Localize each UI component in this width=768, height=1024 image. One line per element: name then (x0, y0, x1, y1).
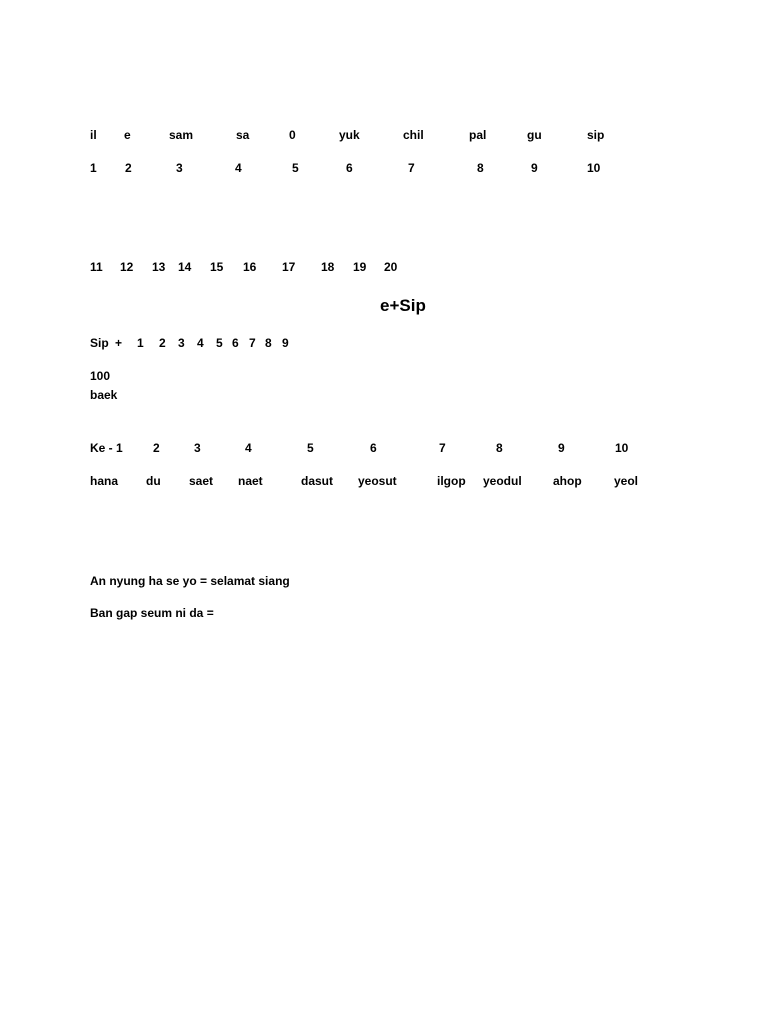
section-heading: e+Sip (380, 296, 426, 315)
native-word-5: dasut (301, 474, 334, 488)
native-word-8: yeodul (483, 474, 522, 488)
native-number-6: 6 (370, 441, 377, 455)
teen-number-15: 15 (210, 260, 224, 274)
teen-number-20: 20 (384, 260, 398, 274)
sino-word-2: e (124, 128, 131, 142)
sino-word-10: sip (587, 128, 605, 142)
teen-number-16: 16 (243, 260, 257, 274)
sino-number-5: 5 (292, 161, 299, 175)
sip-digit-8: 8 (265, 336, 272, 350)
teen-number-11: 11 (90, 260, 103, 274)
native-number-2: 2 (153, 441, 160, 455)
sip-digit-9: 9 (282, 336, 289, 350)
native-number-5: 5 (307, 441, 314, 455)
phrase-greeting: An nyung ha se yo = selamat siang (90, 574, 290, 588)
sip-label: Sip (90, 336, 109, 350)
sino-number-7: 7 (408, 161, 415, 175)
sip-digit-2: 2 (159, 336, 166, 350)
native-number-10: 10 (615, 441, 629, 455)
sino-word-1: il (90, 128, 97, 142)
sip-digit-7: 7 (249, 336, 256, 350)
sip-digit-6: 6 (232, 336, 239, 350)
native-word-2: du (146, 474, 161, 488)
sino-word-7: chil (403, 128, 424, 142)
hundred-word: baek (90, 388, 118, 402)
sip-digit-3: 3 (178, 336, 185, 350)
sino-word-4: sa (236, 128, 250, 142)
sino-number-3: 3 (176, 161, 183, 175)
native-number-3: 3 (194, 441, 201, 455)
hundred-number: 100 (90, 369, 111, 383)
native-word-10: yeol (614, 474, 639, 488)
sip-digit-1: 1 (137, 336, 144, 350)
sip-plus: + (115, 336, 123, 350)
sip-digit-4: 4 (197, 336, 204, 350)
phrase-thanks: Ban gap seum ni da = (90, 606, 214, 620)
teen-number-14: 14 (178, 260, 192, 274)
native-number-1: Ke - 1 (90, 441, 123, 455)
sip-digit-5: 5 (216, 336, 223, 350)
native-number-9: 9 (558, 441, 565, 455)
sino-number-1: 1 (90, 161, 97, 175)
sino-word-8: pal (469, 128, 487, 142)
teen-number-19: 19 (353, 260, 367, 274)
native-number-4: 4 (245, 441, 252, 455)
teen-number-18: 18 (321, 260, 335, 274)
sino-word-6: yuk (339, 128, 360, 142)
native-word-1: hana (90, 474, 119, 488)
sino-word-3: sam (169, 128, 194, 142)
sino-number-9: 9 (531, 161, 538, 175)
native-number-7: 7 (439, 441, 446, 455)
sino-word-9: gu (527, 128, 542, 142)
sino-number-2: 2 (125, 161, 132, 175)
sino-number-8: 8 (477, 161, 484, 175)
native-word-9: ahop (553, 474, 582, 488)
native-word-3: saet (189, 474, 214, 488)
teen-number-17: 17 (282, 260, 296, 274)
sino-number-6: 6 (346, 161, 353, 175)
teen-number-13: 13 (152, 260, 166, 274)
native-word-6: yeosut (358, 474, 397, 488)
sino-word-5: 0 (289, 128, 296, 142)
native-number-8: 8 (496, 441, 503, 455)
native-word-4: naet (238, 474, 263, 488)
teen-number-12: 12 (120, 260, 134, 274)
sino-number-4: 4 (235, 161, 242, 175)
native-word-7: ilgop (437, 474, 466, 488)
sino-number-10: 10 (587, 161, 601, 175)
